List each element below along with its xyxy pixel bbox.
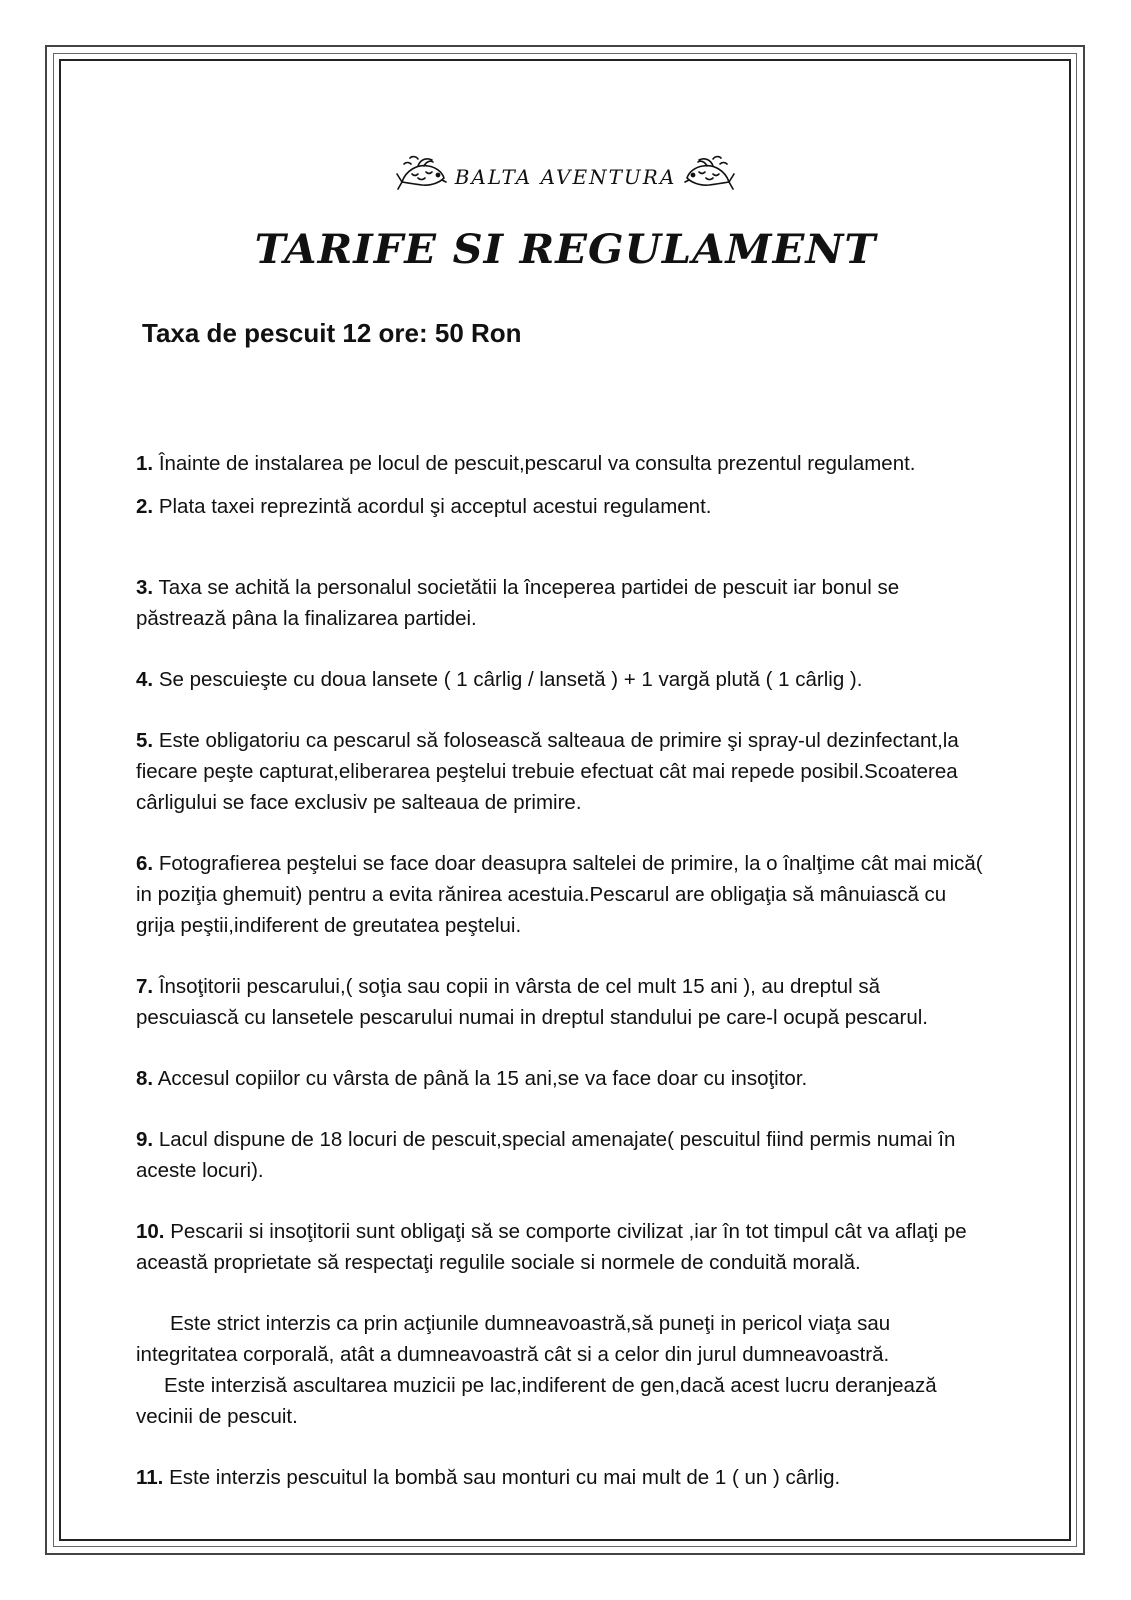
rule-number: 7. — [136, 975, 154, 998]
rule-number: 10. — [136, 1220, 165, 1243]
brand-name: BALTA AVENTURA — [454, 165, 677, 189]
rule-text: Lacul dispune de 18 locuri de pescuit,special amenajate( pescuitul fiind permis numai în aceste locuri). — [136, 1128, 956, 1182]
rule-text: Este interzis pescuitul la bombă sau monturi cu mai mult de 1 ( un ) cârlig. — [169, 1466, 841, 1489]
rule-number: 11. — [136, 1466, 164, 1489]
rule-text: Taxa se achită la personalul societătii la începerea partidei de pescuit iar bonul se păstrează pâna la finalizarea partidei. — [136, 576, 900, 630]
rule-number: 5. — [136, 729, 154, 752]
rule-item — [136, 1063, 986, 1094]
rule-text: Se pescuieşte cu doua lansete ( 1 cârlig / lansetă ) + 1 vargă plută ( 1 cârlig ). — [158, 668, 863, 691]
prohibition-note: Este strict interzis ca prin acţiunile dumneavoastră,să puneţi in pericol viaţa sau integritatea corporală, atât a dumneavoastră cât si a celor din jurul dumneavoastră. — [136, 1312, 891, 1366]
rule-text: Pescarii si insoţitorii sunt obligaţi să se comporte civilizat ,iar în tot timpul cât va aflaţi pe această proprietate să respectaţi regulile sociale si normele de conduită morală. — [136, 1220, 967, 1274]
rule-item — [136, 971, 986, 1033]
prohibition-note: Este interzisă ascultarea muzicii pe lac,indiferent de gen,dacă acest lucru deranjează vecinii de pescuit. — [136, 1374, 937, 1428]
rule-item — [136, 664, 986, 695]
rule-item — [136, 1462, 986, 1493]
rule-text: Înainte de instalarea pe locul de pescuit,pescarul va consulta prezentul regulament. — [158, 452, 916, 475]
rule-item — [136, 1124, 986, 1186]
rule-text: Însoţitorii pescarului,( soţia sau copii in vârsta de cel mult 15 ani ), au dreptul să pescuiască cu lansetele pescarului numai in dreptul standului pe care-l ocupă pescarul. — [136, 975, 928, 1029]
rule-item — [136, 572, 986, 634]
rule-item — [136, 848, 986, 941]
rule-number: 2. — [136, 495, 154, 518]
brand-header — [0, 152, 1131, 192]
rules-list — [136, 448, 986, 1493]
rule-number: 4. — [136, 668, 154, 691]
rule-item — [136, 725, 986, 818]
rule-item — [136, 1216, 986, 1278]
rule-text: Este obligatoriu ca pescarul să folosească salteaua de primire şi spray-ul dezinfectant,la fiecare peşte capturat,eliberarea peştelui trebuie efectuat cât mai repede posibil.Scoaterea cârligului se face exclusiv pe salteaua de primire. — [136, 729, 959, 814]
rule-number: 3. — [136, 576, 154, 599]
rule-number: 8. — [136, 1067, 154, 1090]
page-title: TARIFE SI REGULAMENT — [254, 226, 877, 273]
fish-icon — [396, 152, 448, 192]
fish-icon — [683, 152, 735, 192]
rule-item — [136, 448, 986, 479]
rule-number: 1. — [136, 452, 154, 475]
rule-number: 6. — [136, 852, 154, 875]
rule-number: 9. — [136, 1128, 154, 1151]
rule-text: Accesul copiilor cu vârsta de până la 15 ani,se va face doar cu insoţitor. — [157, 1067, 808, 1090]
fishing-tax: Taxa de pescuit 12 ore: 50 Ron — [142, 318, 522, 348]
rule-text: Fotografierea peştelui se face doar deasupra saltelei de primire, la o înalţime cât mai mică( in poziţia ghemuit) pentru a evita rănirea acestuia.Pescarul are obligaţia să mânuiască cu grija peştii,indiferent de greutatea peştelui. — [136, 852, 983, 937]
rule-text: Plata taxei reprezintă acordul şi acceptul acestui regulament. — [158, 495, 712, 518]
rule-item — [136, 491, 986, 522]
